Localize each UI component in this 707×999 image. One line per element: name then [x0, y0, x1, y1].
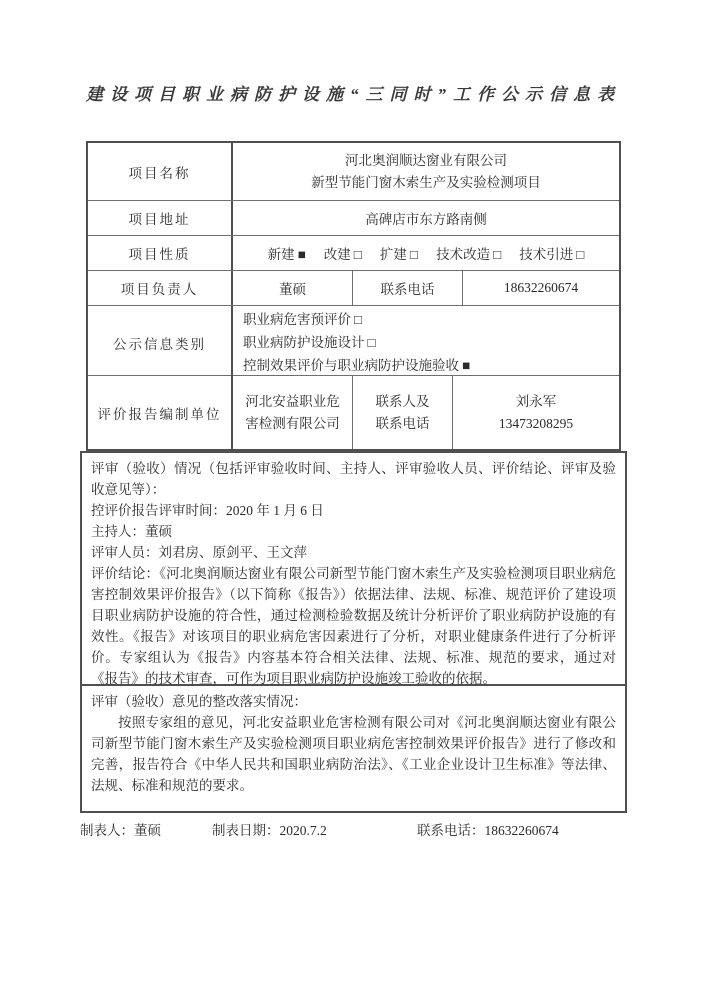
- table-row-project-name: [88, 143, 619, 200]
- review-reviewers-line: 评审人员：刘君房、原剑平、王文萍: [91, 545, 307, 560]
- publicity-category-options: [233, 306, 619, 379]
- review-section-heading: 评审（验收）情况（包括评审验收时间、主持人、评审验收人员、评价结论、评审及验收意见等）：: [91, 461, 616, 497]
- footer-phone-number: 18632260674: [484, 823, 559, 838]
- project-name-value: [233, 143, 619, 200]
- checkbox-checked-icon: ■: [462, 358, 471, 373]
- contact-person-phone: 13473208295: [498, 415, 574, 431]
- project-leader-name: 董硕: [233, 271, 353, 305]
- project-nature-label: 项目性质: [88, 236, 233, 270]
- report-unit-contact-label: 联系人及 联系电话: [353, 376, 453, 449]
- checkbox-checked-icon: ■: [297, 247, 306, 262]
- category-option-pre-evaluation: 职业病危害预评价 □: [243, 312, 363, 327]
- table-row-project-leader: [88, 270, 619, 305]
- table-row-report-unit: [88, 375, 619, 449]
- maker-name: 董硕: [134, 823, 161, 838]
- document-title: 建设项目职业病防护设施“三同时”工作公示信息表: [86, 85, 621, 104]
- nature-option-expand: 扩建 □: [379, 247, 419, 262]
- publicity-category-label: 公示信息类别: [88, 306, 233, 379]
- rectification-body-paragraph: 按照专家组的意见，河北安益职业危害检测有限公司对《河北奥润顺达窗业有限公司新型节能门窗木索生产及实验检测项目职业病危害控制效果评价报告》进行了修改和完善，报告符合《中华人民共和国职业病防治法》、《工业企业设计卫生标准》等法律、法规、标准和规范的要求。: [91, 715, 616, 793]
- nature-option-tech-import: 技术引进 □: [519, 247, 585, 262]
- table-date: 2020.7.2: [279, 823, 327, 838]
- footer-phone: 联系电话：18632260674: [417, 823, 559, 838]
- review-time-line: 控评价报告评审时间：2020 年 1 月 6 日: [91, 503, 324, 518]
- nature-option-tech-upgrade: 技术改造 □: [436, 247, 502, 262]
- leader-phone-value: 18632260674: [503, 280, 579, 295]
- review-host-line: 主持人：董硕: [91, 524, 172, 539]
- footer-maker: 制表人：董硕: [80, 823, 161, 838]
- report-unit-contact-value: [453, 376, 619, 449]
- project-name-label: 项目名称: [88, 143, 233, 200]
- project-address-label: 项目地址: [88, 201, 233, 235]
- checkbox-unchecked-icon: □: [367, 335, 376, 350]
- review-conclusion-paragraph: 评价结论：《河北奥润顺达窗业有限公司新型节能门窗木索生产及实验检测项目职业病危害控制效果评价报告》（以下简称《报告》）依据法律、法规、标准、规范评价了建设项目职业病防护设施的符合性，通过检测检验数据及统计分析评价了职业病防护设施的有效性。《报告》对该项目的职业病危害因素进行了分析，对职业健康条件进行了分析评价。专家组认为《报告》内容基本符合相关法律、法规、标准、规范的要求，通过对《报告》的技术审查，可作为项目职业病防护设施竣工验收的依据。: [91, 566, 616, 686]
- checkbox-unchecked-icon: □: [409, 247, 419, 262]
- checkbox-unchecked-icon: □: [493, 247, 502, 262]
- table-row-project-address: [88, 200, 619, 235]
- footer-date: 制表日期：2020.7.2: [212, 823, 327, 838]
- project-title: 新型节能门窗木索生产及实验检测项目: [311, 174, 541, 190]
- table-row-publicity-category: [88, 305, 619, 375]
- project-address-value: 高碑店市东方路南侧: [365, 212, 487, 227]
- table-footer: [80, 819, 627, 839]
- review-acceptance-section: [80, 451, 627, 684]
- checkbox-unchecked-icon: □: [353, 247, 362, 262]
- category-option-effect-acceptance: 控制效果评价与职业病防护设施验收 ■: [243, 358, 471, 373]
- rectification-section: [80, 684, 627, 813]
- table-row-project-nature: [88, 235, 619, 270]
- project-nature-options: [233, 236, 619, 270]
- rectification-heading: 评审（验收）意见的整改落实情况：: [91, 694, 307, 709]
- project-company-name: 河北奥润顺达窗业有限公司: [345, 152, 507, 168]
- project-leader-label: 项目负责人: [88, 271, 233, 305]
- report-unit-label: 评价报告编制单位: [88, 376, 233, 449]
- checkbox-unchecked-icon: □: [354, 312, 363, 327]
- report-unit-org: 河北安益职业危 害检测有限公司: [233, 376, 353, 449]
- leader-phone-label: 联系电话: [353, 271, 463, 305]
- category-option-facility-design: 职业病防护设施设计 □: [243, 335, 376, 350]
- nature-option-new: 新建 ■: [267, 247, 306, 262]
- checkbox-unchecked-icon: □: [576, 247, 585, 262]
- nature-option-rebuild: 改建 □: [323, 247, 362, 262]
- project-info-table: [86, 141, 621, 451]
- contact-person-name: 刘永军: [515, 393, 557, 409]
